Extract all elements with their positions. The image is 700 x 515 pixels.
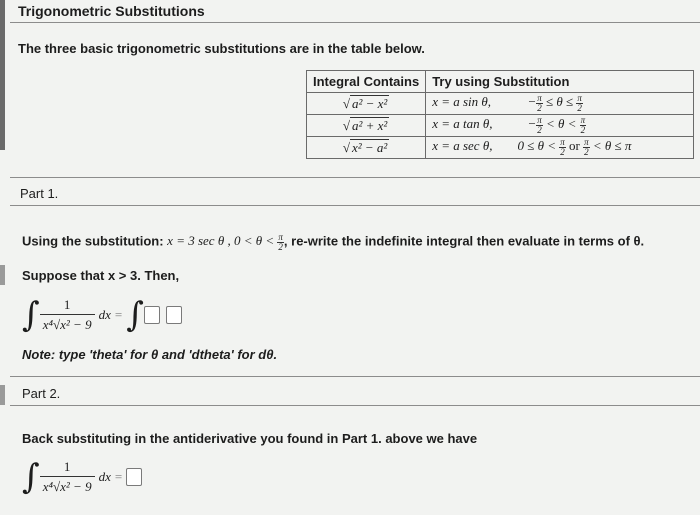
part1-integral-expression (22, 297, 182, 333)
section-divider (10, 376, 700, 377)
part2-label: Part 2. (22, 386, 61, 401)
part1-label: Part 1. (20, 186, 59, 201)
part2-integral-expression (22, 459, 142, 495)
table-cell-integral: √ a² − x² (307, 93, 426, 115)
integral-sign: ∫ (22, 457, 40, 497)
title-divider (10, 22, 700, 23)
table-cell-substitution: x = a sin θ, − $\frac{\pi}{2}$ ≤ θ ≤ $\frac{\pi}{2}$ (426, 93, 694, 115)
table-cell-substitution: x = a sec θ, 0 ≤ θ < $\frac{\pi}{2}$ or $\frac{\pi}{2}$ < θ ≤ π (426, 137, 694, 159)
table-row (307, 115, 694, 137)
part1-instruction: Using the substitution: x = 3 sec θ , 0 < θ < $\frac{\pi}{2}$ , re-write the indefinite integral then evaluate in terms of θ. (22, 232, 645, 252)
table-header-row (307, 71, 694, 93)
left-edge-strip (0, 0, 5, 150)
integrand-fraction: 1 x⁴√x² − 9 (40, 459, 95, 495)
section-divider (10, 405, 700, 406)
equals-sign: = (114, 469, 123, 484)
intro-text: The three basic trigonometric substitutions are in the table below. (18, 41, 425, 56)
integral-sign: ∫ (126, 295, 144, 335)
col-substitution-header: Try using Substitution (426, 71, 694, 93)
left-edge-mark (0, 265, 5, 285)
col-integral-header: Integral Contains (307, 71, 426, 93)
part1-differential-input[interactable] (166, 306, 182, 324)
part1-note: Note: type 'theta' for θ and 'dtheta' for dθ. (22, 347, 278, 362)
page-title: Trigonometric Substitutions (18, 3, 205, 19)
part2-answer-input[interactable] (126, 468, 142, 486)
table-row (307, 93, 694, 115)
table-cell-substitution: x = a tan θ, − $\frac{\pi}{2}$ < θ < $\frac{\pi}{2}$ (426, 115, 694, 137)
substitution-table (306, 70, 694, 159)
part1-suppose: Suppose that x > 3. Then, (22, 268, 180, 283)
part2-instruction: Back substituting in the antiderivative you found in Part 1. above we have (22, 431, 478, 446)
dx-label: dx (98, 469, 111, 484)
integrand-fraction: 1 x⁴√x² − 9 (40, 297, 95, 333)
integral-sign: ∫ (22, 295, 40, 335)
table-row (307, 137, 694, 159)
left-edge-mark (0, 385, 5, 405)
table-cell-integral: √ x² − a² (307, 137, 426, 159)
table-cell-integral: √ a² + x² (307, 115, 426, 137)
part1-integrand-input[interactable] (144, 306, 160, 324)
section-divider (10, 205, 700, 206)
section-divider (10, 177, 700, 178)
equals-sign: = (114, 307, 123, 322)
dx-label: dx (98, 307, 111, 322)
